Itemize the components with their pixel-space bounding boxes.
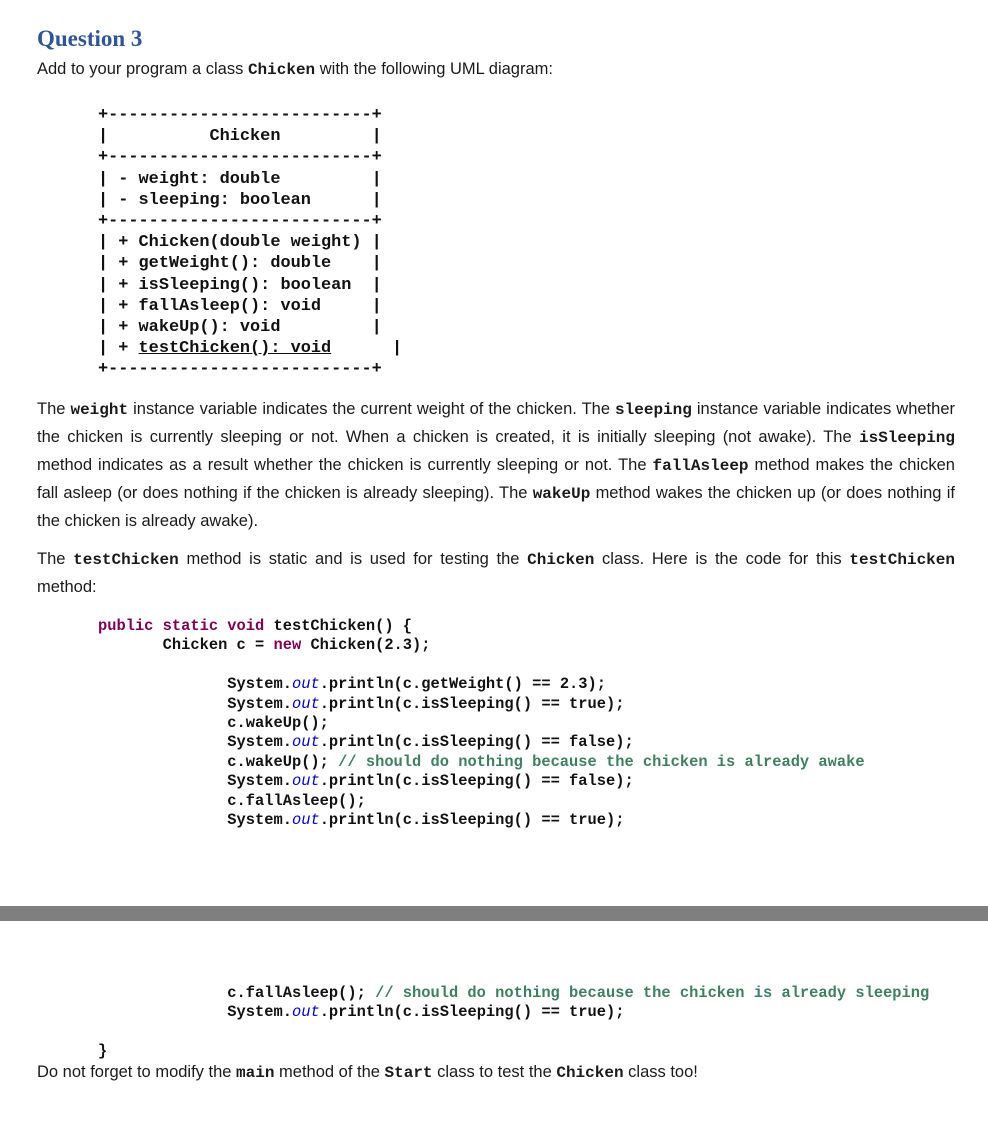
- sleeping-code: sleeping: [615, 401, 692, 419]
- code-closing-brace: }: [98, 1042, 108, 1061]
- issleeping-code: isSleeping: [858, 429, 955, 447]
- intro-paragraph: [37, 56, 955, 84]
- uml-attribute: | - sleeping: boolean |: [98, 190, 382, 210]
- testing-paragraph: The testChicken method is static and is used for testing the Chicken class. Here is the code for this testChicken method:: [37, 550, 955, 596]
- uml-border: +--------------------------+: [98, 106, 382, 125]
- code-line: Chicken c = new Chicken(2.3);: [98, 636, 431, 655]
- uml-class-name: | Chicken |: [98, 127, 382, 147]
- intro-text-end: with the following UML diagram:: [315, 60, 553, 78]
- uml-method: | + getWeight(): double |: [98, 254, 382, 274]
- intro-text: Add to your program a class: [37, 60, 248, 78]
- footer-paragraph: Do not forget to modify the main method of the Start class to test the Chicken class too!: [37, 1063, 698, 1082]
- code-line: c.fallAsleep();: [98, 791, 366, 810]
- code-line: c.wakeUp();: [98, 714, 329, 733]
- code-line: public static void testChicken() {: [98, 617, 413, 635]
- fallasleep-code: fallAsleep: [652, 457, 749, 475]
- main-code: main: [236, 1064, 275, 1082]
- chicken-code: Chicken: [556, 1064, 624, 1082]
- code-line: System.out.println(c.isSleeping() == true);: [98, 811, 625, 830]
- uml-border: +--------------------------+: [98, 148, 382, 168]
- uml-diagram: [98, 105, 402, 381]
- wakeup-code: wakeUp: [532, 485, 591, 503]
- uml-method: | + isSleeping(): boolean |: [98, 275, 382, 295]
- weight-code: weight: [70, 401, 129, 419]
- code-line: c.wakeUp(); // should do nothing because the chicken is already awake: [98, 752, 865, 771]
- page-divider: [0, 906, 988, 921]
- code-line: System.out.println(c.isSleeping() == false);: [98, 772, 634, 791]
- class-name-code: Chicken: [247, 61, 316, 79]
- code-blank-line: [98, 1023, 929, 1042]
- testchicken-code: testChicken: [73, 551, 179, 569]
- code-blank-line: [98, 656, 865, 675]
- uml-method: | + wakeUp(): void |: [98, 318, 382, 338]
- uml-method: | + fallAsleep(): void |: [98, 296, 382, 316]
- code-block-continued: [98, 984, 929, 1062]
- code-line: c.fallAsleep(); // should do nothing because the chicken is already sleeping: [98, 984, 930, 1002]
- question-title: Question 3: [37, 26, 143, 51]
- start-code: Start: [384, 1064, 433, 1082]
- uml-static-method: | + testChicken(): void |: [98, 339, 403, 359]
- uml-attribute: | - weight: double |: [98, 169, 382, 189]
- code-line: System.out.println(c.isSleeping() == true);: [98, 1003, 625, 1022]
- code-line: System.out.println(c.getWeight() == 2.3);: [98, 675, 606, 694]
- code-line: System.out.println(c.isSleeping() == false);: [98, 733, 634, 752]
- testchicken-code: testChicken: [849, 551, 955, 569]
- uml-border: +--------------------------+: [98, 360, 382, 380]
- chicken-code: Chicken: [527, 551, 595, 569]
- code-block: [98, 617, 865, 830]
- uml-method: | + Chicken(double weight) |: [98, 233, 382, 253]
- uml-border: +--------------------------+: [98, 212, 382, 232]
- description-paragraph: The weight instance variable indicates the current weight of the chicken. The sleeping instance variable indicates whether the chicken is currently sleeping or not. When a chicken is created, it is initially sleeping (not awake). The isSleeping method indicates as a result whether the chicken is currently sleeping or not. The fallAsleep method makes the chicken fall asleep (or does nothing if the chicken is already sleeping). The wakeUp method wakes the chicken up (or does nothing if the chicken is already awake).: [37, 400, 955, 530]
- code-line: System.out.println(c.isSleeping() == true);: [98, 694, 625, 713]
